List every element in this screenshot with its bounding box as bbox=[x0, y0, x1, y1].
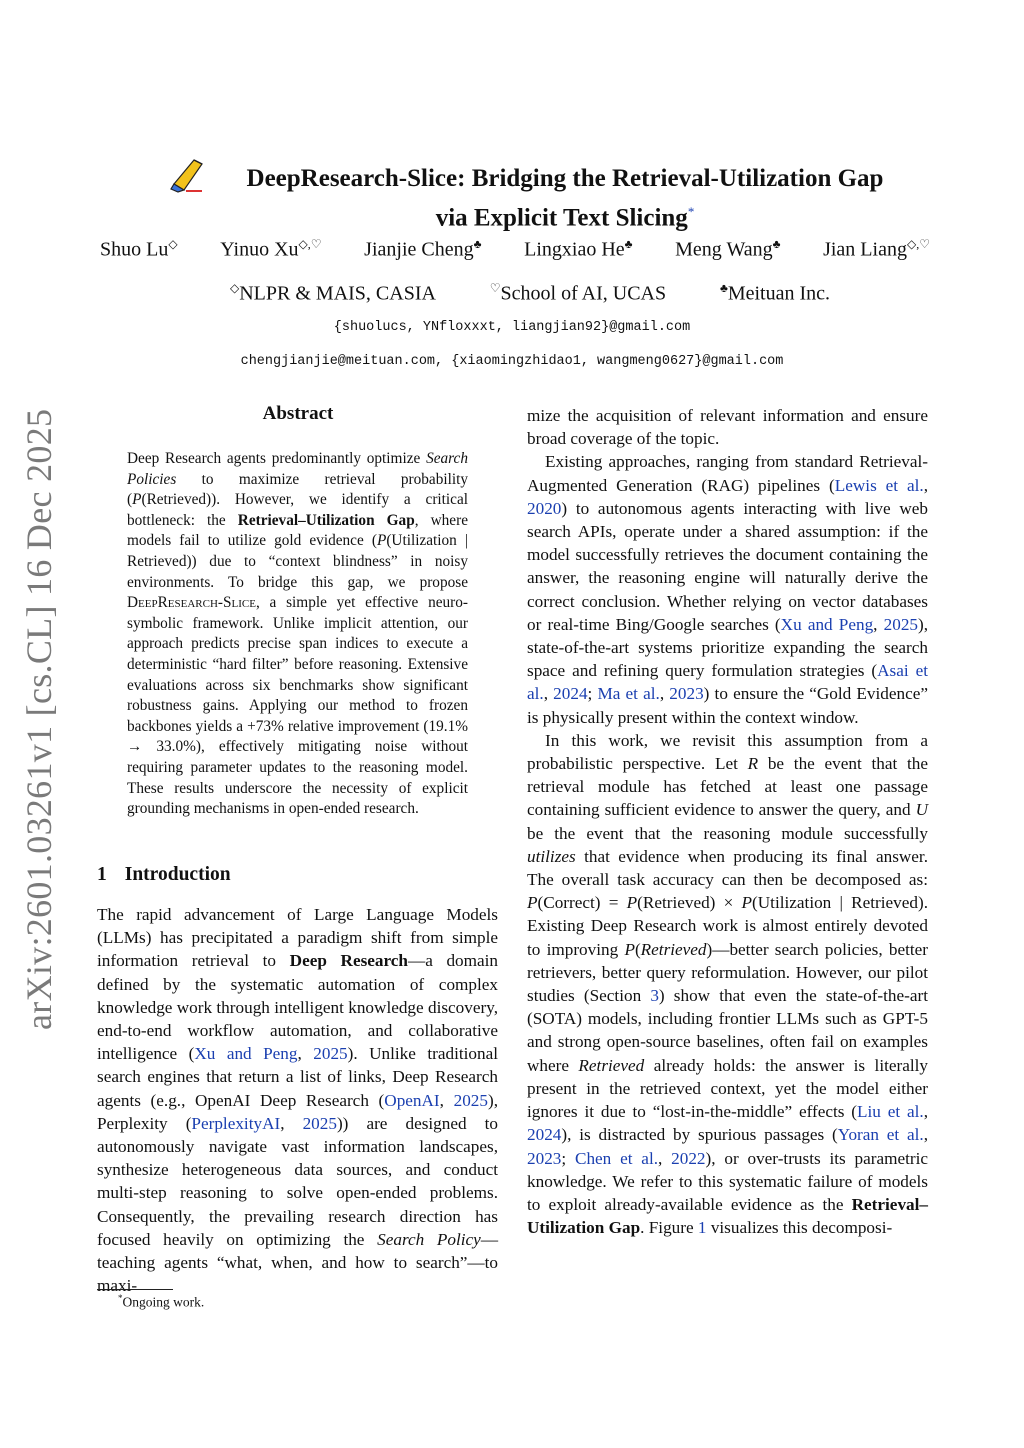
email-line-1: {shuolucs, YNfloxxxt, liangjian92}@gmail.com bbox=[333, 320, 691, 335]
footnote-divider bbox=[97, 1289, 173, 1290]
paragraph: Existing approaches, ranging from standard Retrieval-Augmented Generation (RAG) pipelines (Lewis et al., 2020) to autonomous agents interacting with live web search APIs, operate under a shared assumption: if the model successfully retrieves the document containing the answer, the reasoning engine will naturally derive the correct conclusion. Whether relying on vector databases or real-time Bing/Google searches (Xu and Peng, 2025), state-of-the-art systems prioritize expanding the search space and refining query formulation strategies (Asai et al., 2024; Ma et al., 2023) to ensure the “Gold Evidence” is physically present within the context window. bbox=[527, 452, 929, 727]
author: Jian Liang◇,♡ bbox=[823, 237, 930, 261]
citation-link[interactable]: Ma et al. bbox=[597, 684, 660, 704]
citation-link[interactable]: Xu and Peng bbox=[780, 614, 874, 634]
paragraph: The rapid advancement of Large Language Models (LLMs) has precipitated a paradigm shift from simple information retrieval to Deep Research—a domain defined by the systematic automation of complex knowledge work through intelligent knowledge discovery, end-to-end workflow automation, and collaborative intelligence (Xu and Peng, 2025). Unlike traditional search engines that return a list of links, Deep Research agents (e.g., OpenAI Deep Research (OpenAI, 2025), Perplexity (PerplexityAI, 2025)) are designed to autonomously navigate vast information landscapes, synthesize heterogeneous data sources, and conduct multi-step reasoning to solve open-ended problems. Consequently, the prevailing research direction has focused heavily on optimizing the Search Policy—teaching agents “what, when, and how to search”—to maxi- bbox=[97, 905, 499, 1296]
title-line-2: via Explicit Text Slicing bbox=[435, 204, 688, 232]
author-list bbox=[100, 237, 930, 262]
affiliation: ♡School of AI, UCAS bbox=[489, 281, 667, 305]
paragraph: In this work, we revisit this assumption from a probabilistic perspective. Let R be the event that the retrieval module has fetched at least one passage containing sufficient evidence to answer the query, and U be the event that the reasoning module successfully utilizes that evidence when producing its final answer. The overall task accuracy can then be decomposed as: P(Correct) = P(Retrieved) × P(Utilization | Retrieved). Existing Deep Research work is almost entirely devoted to improving P(Retrieved)—better search policies, better retrievers, better query reformulation. However, our pilot studies (Section 3) show that even the state-of-the-art (SOTA) models, including frontier LLMs such as GPT-5 and strong open-source baselines, often fail on examples where Retrieved already holds: the answer is literally present in the retrieved context, yet the model either ignores it due to “lost-in-the-middle” effects (Liu et al., 2024), is distracted by spurious passages (Yoran et al., 2023; Chen et al., 2022), or over-trusts its parametric knowledge. We refer to this systematic failure of models to exploit already-available evidence as the Retrieval–Utilization Gap. Figure 1 visualizes this decomposi- bbox=[527, 730, 929, 1238]
right-column-text bbox=[527, 404, 928, 1239]
citation-link[interactable]: 2023 bbox=[669, 684, 704, 704]
method-name: DeepResearch-Slice bbox=[127, 594, 256, 612]
paper-title bbox=[150, 162, 980, 234]
citation-link[interactable]: Liu et al. bbox=[857, 1102, 924, 1122]
author: Yinuo Xu◇,♡ bbox=[220, 237, 322, 261]
citation-link[interactable]: 2025 bbox=[883, 614, 918, 634]
citation-link[interactable]: 2025 bbox=[453, 1090, 488, 1110]
author: Lingxiao He♣ bbox=[524, 237, 633, 261]
author: Shuo Lu◇ bbox=[100, 237, 178, 261]
citation-link[interactable]: Lewis et al. bbox=[834, 475, 924, 495]
left-column-text bbox=[97, 903, 498, 1297]
citation-link[interactable]: Xu and Peng bbox=[194, 1044, 298, 1064]
affiliation: ◇NLPR & MAIS, CASIA bbox=[230, 281, 436, 305]
citation-link[interactable]: 2025 bbox=[302, 1113, 337, 1133]
citation-link[interactable]: 2020 bbox=[527, 498, 562, 518]
citation-link[interactable]: Chen et al. bbox=[574, 1148, 659, 1168]
author: Meng Wang♣ bbox=[675, 237, 781, 261]
affiliation-list bbox=[230, 281, 830, 306]
citation-link[interactable]: 2024 bbox=[527, 1125, 562, 1145]
figure-reference-link[interactable]: 1 bbox=[697, 1218, 707, 1238]
affiliation: ♣Meituan Inc. bbox=[719, 281, 830, 305]
citation-link[interactable]: 2024 bbox=[553, 684, 588, 704]
section-heading-introduction: 1 Introduction bbox=[97, 864, 231, 885]
citation-link[interactable]: OpenAI bbox=[384, 1090, 440, 1110]
abstract-heading: Abstract bbox=[262, 403, 334, 424]
citation-link[interactable]: Yoran et al. bbox=[837, 1125, 924, 1145]
title-footnote-marker[interactable]: * bbox=[687, 204, 695, 219]
citation-link[interactable]: 2022 bbox=[671, 1148, 706, 1168]
citation-link[interactable]: 2023 bbox=[527, 1148, 562, 1168]
citation-link[interactable]: 2025 bbox=[313, 1044, 348, 1064]
abstract-body: Deep Research agents predominantly optimize Search Policies to maximize retrieval probability (P(Retrieved)). However, we identify a critical bottleneck: the Retrieval–Utilization Gap, where models fail to utilize gold evidence (P(Utilization | Retrieved)) due to “context blindness” in noisy environments. To bridge this gap, we propose DeepResearch-Slice, a simple yet effective neuro-symbolic framework. Unlike implicit attention, our approach predicts precise span indices to execute a deterministic “hard filter” before reasoning. Extensive evaluations across six benchmarks show significant robustness gains. Applying our method to frozen backbones yields a +73% relative improvement (19.1% → 33.0%), effectively mitigating noise without requiring parameter updates to the reasoning model. These results underscore the necessity of explicit grounding mechanisms in open-ended research. bbox=[127, 450, 468, 818]
email-line-2: chengjianjie@meituan.com, {xiaomingzhidao1, wangmeng0627}@gmail.com bbox=[240, 354, 784, 369]
arxiv-identifier: arXiv:2601.03261v1 [cs.CL] 16 Dec 2025 bbox=[19, 408, 59, 1030]
paragraph: mize the acquisition of relevant information and ensure broad coverage of the topic. bbox=[527, 406, 928, 449]
title-line-1: DeepResearch-Slice: Bridging the Retrieval-Utilization Gap bbox=[246, 165, 884, 192]
author: Jianjie Cheng♣ bbox=[364, 237, 482, 261]
citation-link[interactable]: Asai et al. bbox=[527, 661, 928, 704]
footnote: *Ongoing work. bbox=[118, 1293, 205, 1310]
section-reference-link[interactable]: 3 bbox=[650, 986, 659, 1006]
citation-link[interactable]: PerplexityAI bbox=[191, 1113, 281, 1133]
